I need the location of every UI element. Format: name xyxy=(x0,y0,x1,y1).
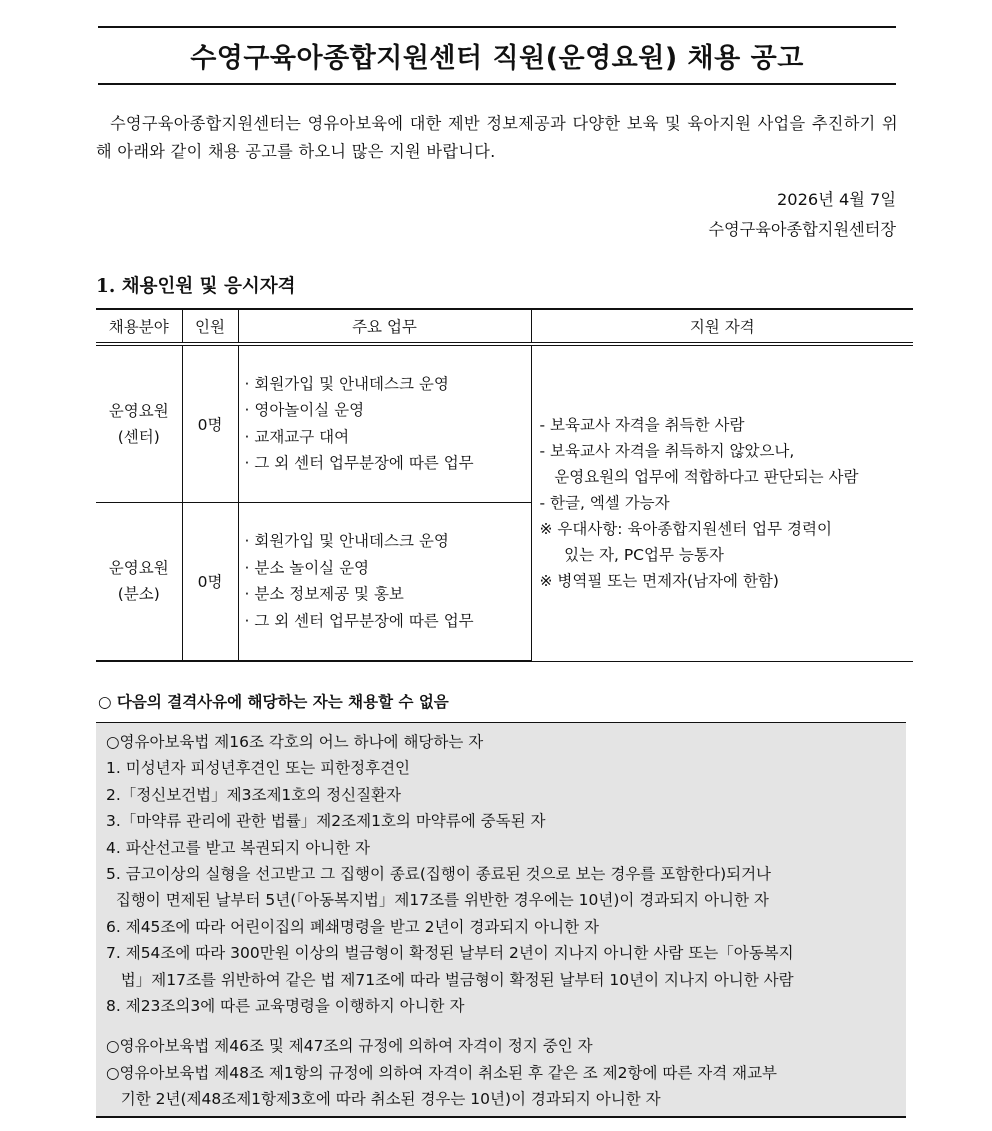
qualification-item: - 한글, 엑셀 가능자 xyxy=(539,494,670,513)
qualifications-cell xyxy=(531,344,913,661)
qualification-item: 있는 자, PC업무 능통자 xyxy=(539,546,724,565)
qualification-item: - 보육교사 자격을 취득하지 않았으나, xyxy=(539,442,795,461)
field-cell xyxy=(96,344,182,502)
duty-item: · 영아놀이실 운영 xyxy=(244,401,365,420)
disqualification-line: 집행이 면제된 날부터 5년(「아동복지법」제17조를 위반한 경우에는 10년)이 경과되지 아니한 자 xyxy=(106,891,769,910)
qualification-item: ※ 병역필 또는 면제자(남자에 한함) xyxy=(539,572,779,591)
spacer xyxy=(106,1019,896,1033)
section-title: 1. 채용인원 및 응시자격 xyxy=(96,276,296,297)
duty-item: · 그 외 센터 업무분장에 따른 업무 xyxy=(244,454,474,473)
disqualification-line: 5. 금고이상의 실형을 선고받고 그 집행이 종료(집행이 종료된 것으로 보는 경우를 포함한다)되거나 xyxy=(106,865,772,884)
disqualification-heading: ○ 다음의 결격사유에 해당하는 자는 채용할 수 없음 xyxy=(98,693,449,711)
disqualification-line: ○영유아보육법 제16조 각호의 어느 하나에 해당하는 자 xyxy=(106,733,484,751)
disqualification-line: 8. 제23조의3에 따른 교육명령을 이행하지 아니한 자 xyxy=(106,997,465,1016)
disqualification-line: 1. 미성년자 피성년후견인 또는 피한정후견인 xyxy=(106,759,411,778)
qualification-item: ※ 우대사항: 육아종합지원센터 업무 경력이 xyxy=(539,520,832,539)
disqualification-line: 법」제17조를 위반하여 같은 법 제71조에 따라 벌금형이 확정된 날부터 10년이 지나지 아니한 사람 xyxy=(106,970,794,989)
duty-item: · 교재교구 대여 xyxy=(244,427,350,446)
intro-paragraph: 수영구육아종합지원센터는 영유아보육에 대한 제반 정보제공과 다양한 보육 및 육아지원 사업을 추진하기 위해 아래와 같이 채용 공고를 하오니 많은 지원 바랍니다. xyxy=(96,114,898,161)
issuer: 수영구육아종합지원센터장 xyxy=(708,220,896,239)
count-cell: 0명 xyxy=(182,344,238,502)
disqualification-line: 기한 2년(제48조제1항제3호에 따라 취소된 경우는 10년)이 경과되지 아니한 자 xyxy=(106,1090,661,1109)
duty-item: · 분소 정보제공 및 홍보 xyxy=(244,585,404,604)
announcement-date: 2026년 4월 7일 xyxy=(777,190,896,209)
field-location: (분소) xyxy=(117,585,160,604)
duties-cell xyxy=(238,344,531,502)
field-name: 운영요원 xyxy=(108,559,169,578)
count-cell: 0명 xyxy=(182,502,238,661)
table-row xyxy=(96,344,913,502)
qualification-item: 운영요원의 업무에 적합하다고 판단되는 사람 xyxy=(539,468,859,487)
title-box xyxy=(98,26,896,85)
disqualification-box xyxy=(96,722,906,1118)
disqualification-line: ○영유아보육법 제46조 및 제47조의 규정에 의하여 자격이 정지 중인 자 xyxy=(106,1037,593,1056)
qualification-item: - 보육교사 자격을 취득한 사람 xyxy=(539,416,745,435)
disqualification-line: 7. 제54조에 따라 300만원 이상의 벌금형이 확정된 날부터 2년이 지나지 아니한 사람 또는「아동복지 xyxy=(106,944,794,963)
field-location: (센터) xyxy=(117,427,160,446)
header-duties: 주요 업무 xyxy=(238,309,531,344)
recruitment-table xyxy=(96,308,913,662)
disqualification-line: ○영유아보육법 제48조 제1항의 규정에 의하여 자격이 취소된 후 같은 조 제2항에 따른 자격 재교부 xyxy=(106,1063,778,1082)
field-name: 운영요원 xyxy=(108,401,169,420)
field-cell xyxy=(96,502,182,661)
table-header-row xyxy=(96,309,913,344)
duty-item: · 그 외 센터 업무분장에 따른 업무 xyxy=(244,611,474,630)
duties-cell xyxy=(238,502,531,661)
header-field: 채용분야 xyxy=(96,309,182,344)
disqualification-line: 4. 파산선고를 받고 복권되지 아니한 자 xyxy=(106,838,371,857)
duty-item: · 분소 놀이실 운영 xyxy=(244,558,370,577)
duty-item: · 회원가입 및 안내데스크 운영 xyxy=(244,374,449,393)
duty-item: · 회원가입 및 안내데스크 운영 xyxy=(244,532,449,551)
header-qualifications: 지원 자격 xyxy=(531,309,913,344)
disqualification-line: 3.「마약류 관리에 관한 법률」제2조제1호의 마약류에 중독된 자 xyxy=(106,812,546,831)
header-count: 인원 xyxy=(182,309,238,344)
page-title: 수영구육아종합지원센터 직원(운영요원) 채용 공고 xyxy=(190,43,804,74)
disqualification-line: 2.「정신보건법」제3조제1호의 정신질환자 xyxy=(106,785,402,804)
disqualification-line: 6. 제45조에 따라 어린이집의 폐쇄명령을 받고 2년이 경과되지 아니한 자 xyxy=(106,917,599,936)
